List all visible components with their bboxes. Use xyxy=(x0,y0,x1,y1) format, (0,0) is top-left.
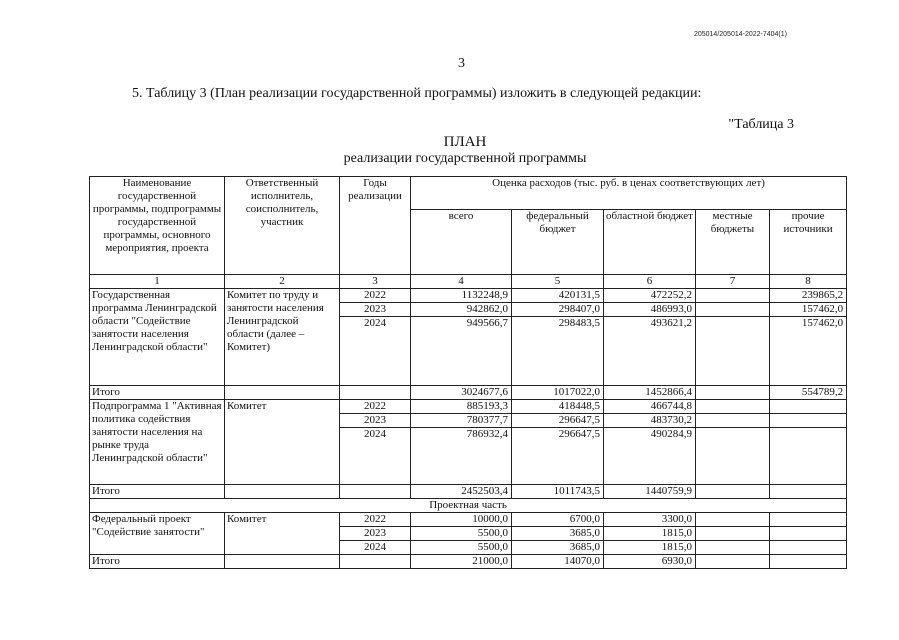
local-cell xyxy=(696,485,770,499)
table-row xyxy=(90,400,847,414)
local-cell xyxy=(696,317,770,386)
plan-title: ПЛАН xyxy=(443,134,487,150)
federal-cell: 296647,5 xyxy=(512,414,604,428)
other-cell xyxy=(770,527,847,541)
regional-cell: 1452866,4 xyxy=(604,386,696,400)
header-row xyxy=(90,177,847,210)
program-name: Государственная программа Ленинградской области "Содействие занятости населения Ленинградской области" xyxy=(90,289,225,386)
other-cell xyxy=(770,541,847,555)
col-number: 5 xyxy=(512,275,604,289)
federal-cell: 6700,0 xyxy=(512,513,604,527)
empty-cell xyxy=(340,485,411,499)
regional-cell: 483730,2 xyxy=(604,414,696,428)
intro-text: 5. Таблицу 3 (План реализации государственной программы) изложить в следующей редакции: xyxy=(132,86,702,101)
federal-cell: 298483,5 xyxy=(512,317,604,386)
total-cell: 5500,0 xyxy=(411,541,512,555)
empty-cell xyxy=(340,386,411,400)
total-row xyxy=(90,386,847,400)
col-number: 4 xyxy=(411,275,512,289)
local-cell xyxy=(696,541,770,555)
total-row xyxy=(90,555,847,569)
regional-cell: 6930,0 xyxy=(604,555,696,569)
other-cell xyxy=(770,414,847,428)
year-cell: 2023 xyxy=(340,414,411,428)
federal-cell: 298407,0 xyxy=(512,303,604,317)
total-row xyxy=(90,485,847,499)
total-cell: 1132248,9 xyxy=(411,289,512,303)
other-cell xyxy=(770,513,847,527)
year-cell: 2024 xyxy=(340,428,411,485)
local-cell xyxy=(696,289,770,303)
header-years: Годы реализации xyxy=(340,177,411,275)
federal-cell: 3685,0 xyxy=(512,541,604,555)
other-cell: 157462,0 xyxy=(770,317,847,386)
empty-cell xyxy=(340,555,411,569)
total-cell: 21000,0 xyxy=(411,555,512,569)
total-cell: 949566,7 xyxy=(411,317,512,386)
empty-cell xyxy=(225,555,340,569)
federal-cell: 3685,0 xyxy=(512,527,604,541)
empty-cell xyxy=(225,386,340,400)
local-cell xyxy=(696,428,770,485)
subprogram-responsible: Комитет xyxy=(225,400,340,485)
local-cell xyxy=(696,555,770,569)
year-cell: 2024 xyxy=(340,541,411,555)
other-cell xyxy=(770,428,847,485)
header-name: Наименование государственной программы, подпрограммы государственной программы, основного мероприятия, проекта xyxy=(90,177,225,275)
regional-cell: 3300,0 xyxy=(604,513,696,527)
header-federal: федеральный бюджет xyxy=(512,210,604,275)
regional-cell: 1815,0 xyxy=(604,541,696,555)
col-number: 7 xyxy=(696,275,770,289)
other-cell xyxy=(770,555,847,569)
itogo-label: Итого xyxy=(90,555,225,569)
local-cell xyxy=(696,513,770,527)
other-cell: 239865,2 xyxy=(770,289,847,303)
federal-cell: 1017022,0 xyxy=(512,386,604,400)
project-responsible: Комитет xyxy=(225,513,340,555)
year-cell: 2022 xyxy=(340,513,411,527)
section-title: Проектная часть xyxy=(90,499,847,513)
col-number: 8 xyxy=(770,275,847,289)
header-responsible: Ответственный исполнитель, соисполнитель, участник xyxy=(225,177,340,275)
col-number: 1 xyxy=(90,275,225,289)
federal-cell: 420131,5 xyxy=(512,289,604,303)
empty-cell xyxy=(225,485,340,499)
header-regional: областной бюджет xyxy=(604,210,696,275)
plan-table xyxy=(89,176,847,569)
page-number: 3 xyxy=(458,56,465,71)
local-cell xyxy=(696,527,770,541)
regional-cell: 466744,8 xyxy=(604,400,696,414)
total-cell: 10000,0 xyxy=(411,513,512,527)
other-cell xyxy=(770,400,847,414)
local-cell xyxy=(696,303,770,317)
regional-cell: 486993,0 xyxy=(604,303,696,317)
total-cell: 780377,7 xyxy=(411,414,512,428)
total-cell: 2452503,4 xyxy=(411,485,512,499)
col-number: 2 xyxy=(225,275,340,289)
project-name: Федеральный проект "Содействие занятости" xyxy=(90,513,225,555)
other-cell xyxy=(770,485,847,499)
local-cell xyxy=(696,400,770,414)
other-cell: 157462,0 xyxy=(770,303,847,317)
header-estimate: Оценка расходов (тыс. руб. в ценах соответствующих лет) xyxy=(411,177,847,210)
header-other: прочие источники xyxy=(770,210,847,275)
header-total: всего xyxy=(411,210,512,275)
federal-cell: 296647,5 xyxy=(512,428,604,485)
federal-cell: 1011743,5 xyxy=(512,485,604,499)
table-row xyxy=(90,513,847,527)
year-cell: 2022 xyxy=(340,289,411,303)
header-local: местные бюджеты xyxy=(696,210,770,275)
year-cell: 2024 xyxy=(340,317,411,386)
subprogram-name: Подпрограмма 1 "Активная политика содействия занятости населения на рынке труда Ленинградской области" xyxy=(90,400,225,485)
regional-cell: 493621,2 xyxy=(604,317,696,386)
total-cell: 5500,0 xyxy=(411,527,512,541)
total-cell: 786932,4 xyxy=(411,428,512,485)
document-id: 205014/205014-2022-7404(1) xyxy=(693,31,787,38)
total-cell: 3024677,6 xyxy=(411,386,512,400)
year-cell: 2023 xyxy=(340,527,411,541)
regional-cell: 472252,2 xyxy=(604,289,696,303)
local-cell xyxy=(696,386,770,400)
section-row xyxy=(90,499,847,513)
plan-subtitle: реализации государственной программы xyxy=(343,151,587,166)
table-label: "Таблица 3 xyxy=(728,117,794,132)
col-number: 6 xyxy=(604,275,696,289)
year-cell: 2023 xyxy=(340,303,411,317)
total-cell: 942862,0 xyxy=(411,303,512,317)
program-responsible: Комитет по труду и занятости населения Ленинградской области (далее – Комитет) xyxy=(225,289,340,386)
regional-cell: 1440759,9 xyxy=(604,485,696,499)
total-cell: 885193,3 xyxy=(411,400,512,414)
federal-cell: 14070,0 xyxy=(512,555,604,569)
itogo-label: Итого xyxy=(90,485,225,499)
other-cell: 554789,2 xyxy=(770,386,847,400)
table-row xyxy=(90,289,847,303)
col-number: 3 xyxy=(340,275,411,289)
regional-cell: 490284,9 xyxy=(604,428,696,485)
column-numbers-row xyxy=(90,275,847,289)
federal-cell: 418448,5 xyxy=(512,400,604,414)
year-cell: 2022 xyxy=(340,400,411,414)
itogo-label: Итого xyxy=(90,386,225,400)
local-cell xyxy=(696,414,770,428)
regional-cell: 1815,0 xyxy=(604,527,696,541)
